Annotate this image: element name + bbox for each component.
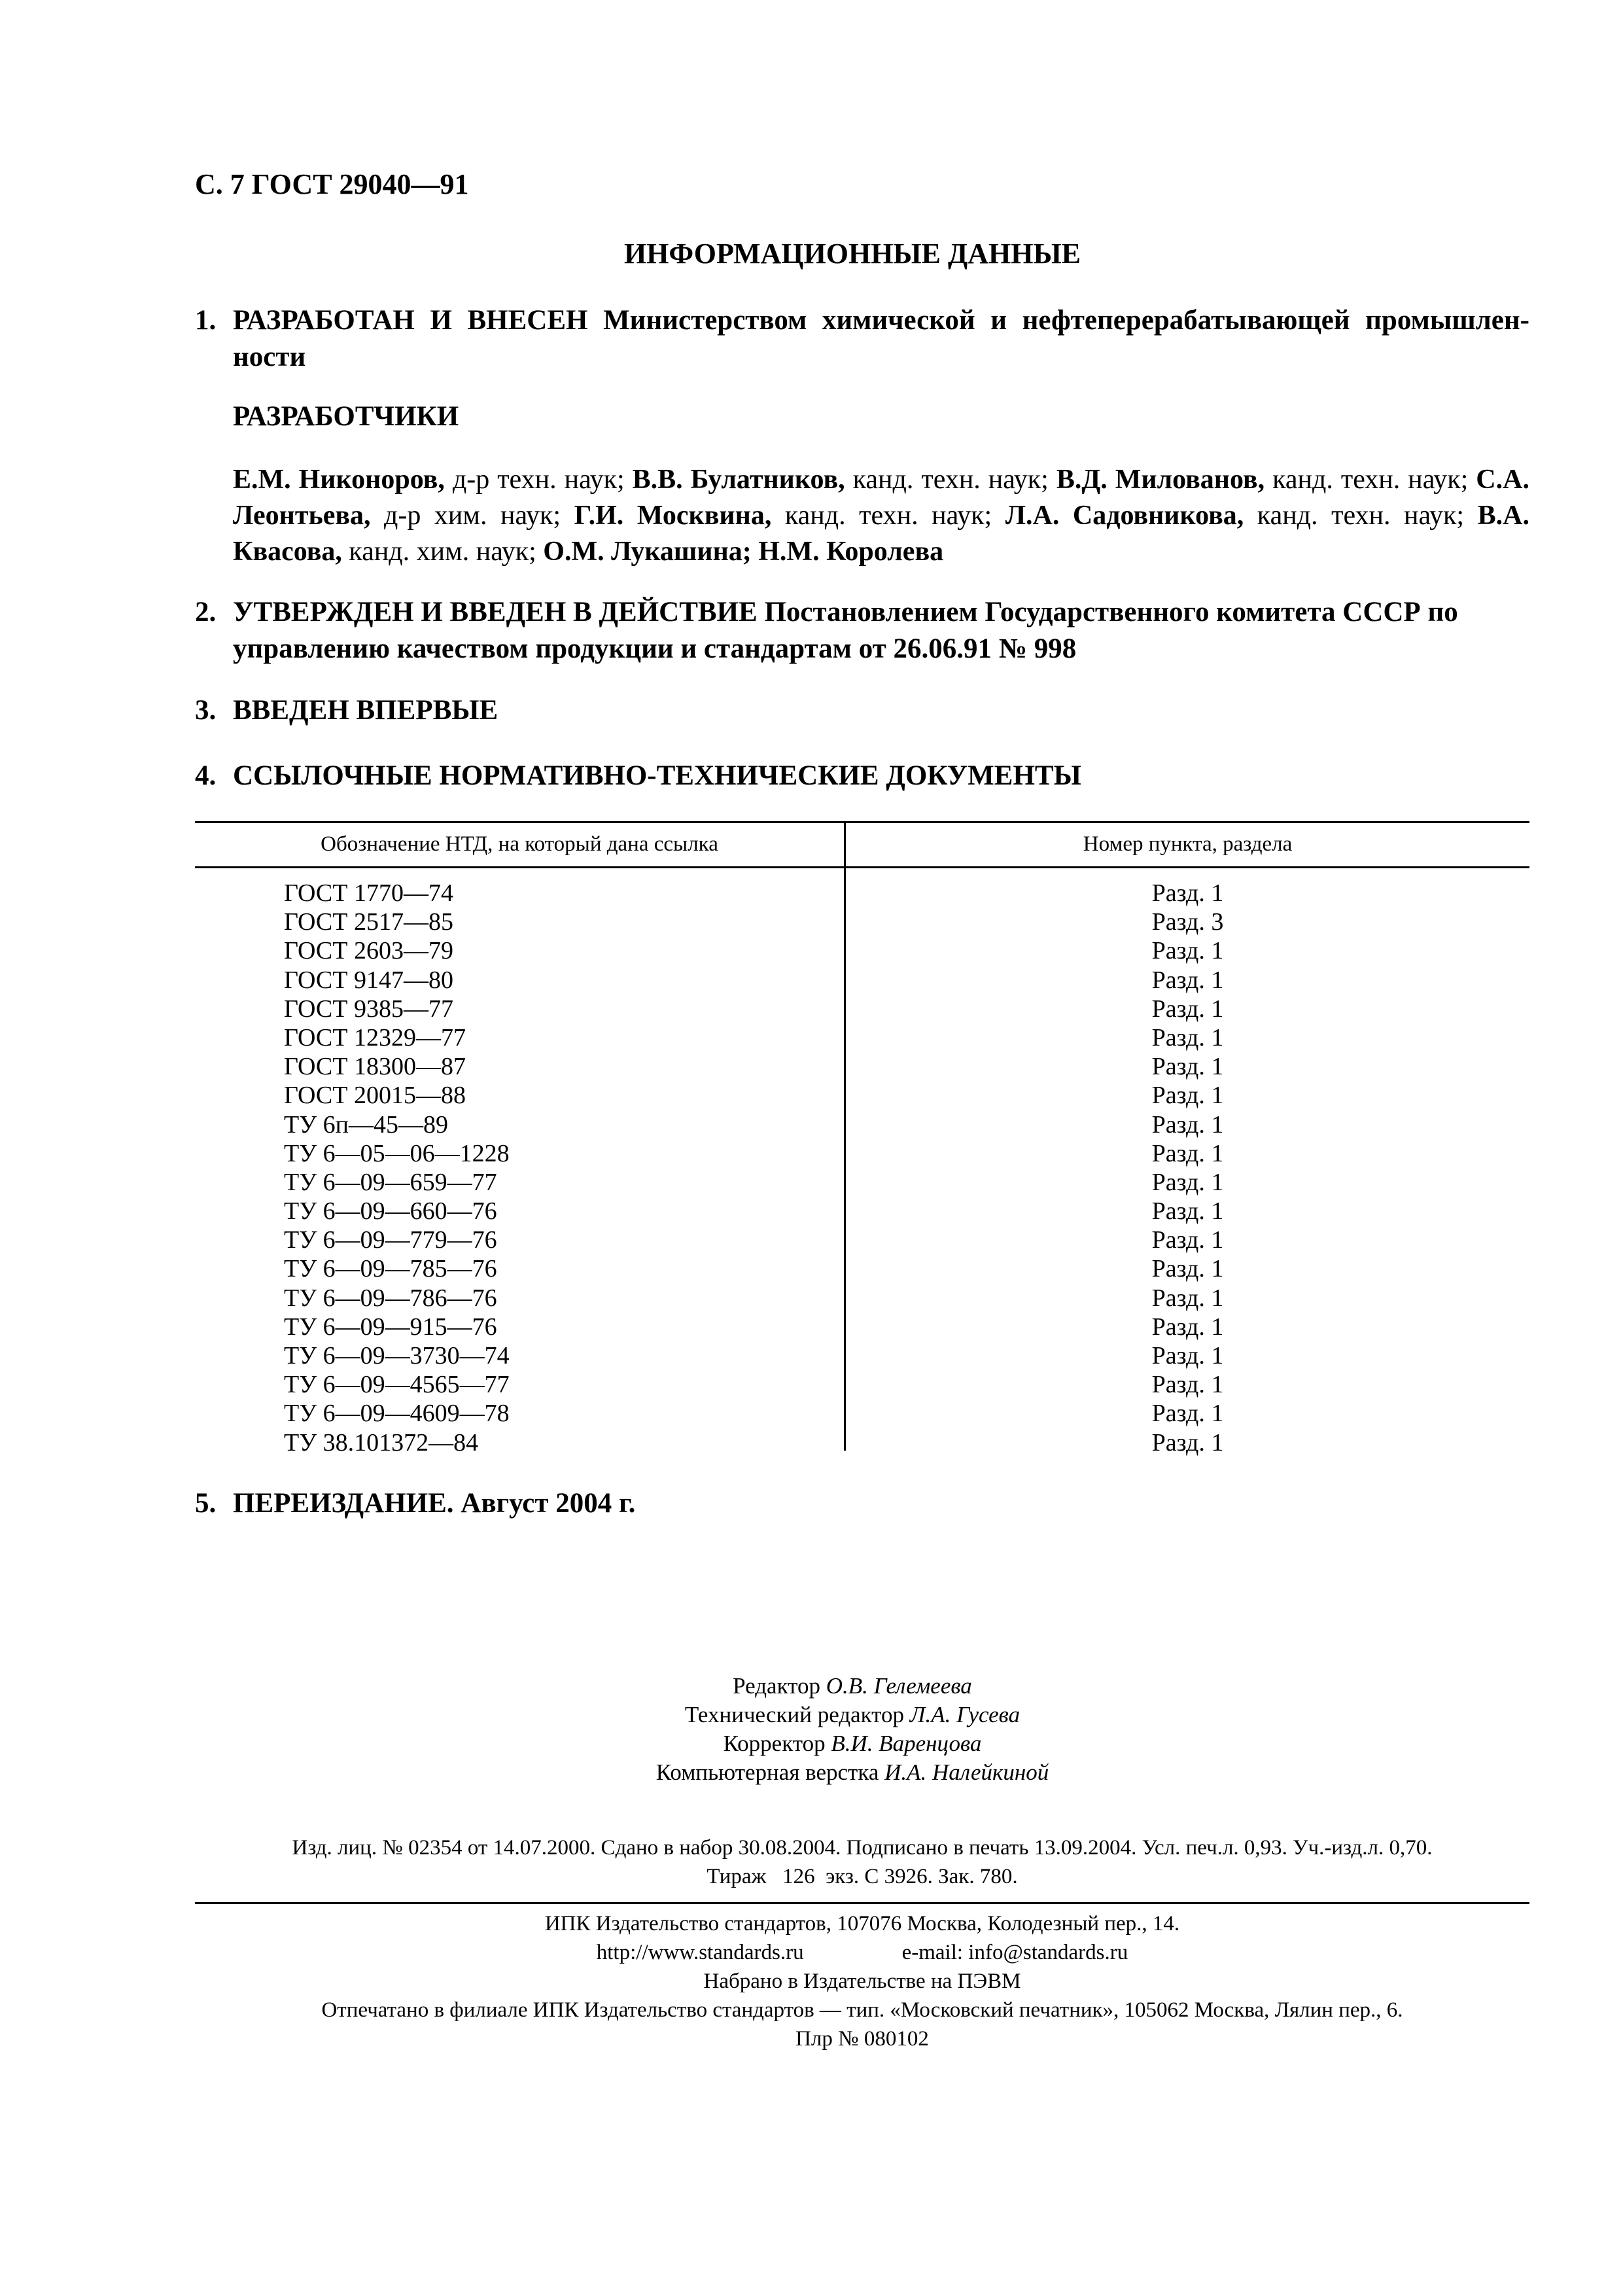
section-2-text: УТВЕРЖДЕН И ВВЕДЕН В ДЕЙСТВИЕ Постановлением Государственного комитета СССР по управлению качеством продукции и стандартам от 26.06.91 № 998 [233,597,1458,664]
section-5 [195,1485,1529,1522]
table-row [195,995,1529,1023]
table-cell-designation: ТУ 6—09—4609—78 [284,1400,510,1428]
table-row [195,966,1529,995]
section-5-number: 5. [195,1488,217,1519]
table-cell-section: Разд. 1 [1151,1255,1224,1283]
table-row [195,1341,1529,1370]
developer-degree: канд. техн. наук; [845,465,1056,495]
table-cell-designation: ТУ 6—09—785—76 [284,1255,497,1283]
credit-name: И.А. Налейкиной [884,1759,1049,1785]
developers-heading: РАЗРАБОТЧИКИ [233,401,459,432]
credit-role: Компьютерная верстка [655,1759,885,1785]
developer-degree: канд. техн. наук; [1244,501,1478,531]
table-row [195,1023,1529,1052]
table-cell-designation: ГОСТ 9385—77 [284,995,453,1023]
table-row [195,1428,1529,1457]
table-cell-designation: ТУ 6—09—779—76 [284,1226,497,1254]
section-2-number: 2. [195,597,217,627]
table-cell-section: Разд. 1 [1151,1284,1224,1312]
developer-degree: д-р хим. наук; [370,501,574,531]
footer-divider [195,1902,1529,1904]
credits-block [0,1672,1623,1787]
table-cell-section: Разд. 1 [1151,1400,1224,1428]
credit-editor [0,1672,1623,1701]
references-table [195,821,1529,1457]
section-1 [195,302,1529,376]
credit-proofreader [0,1729,1623,1758]
table-cell-section: Разд. 1 [1151,1053,1224,1081]
table-cell-section: Разд. 1 [1151,1197,1224,1226]
section-1-text: РАЗРАБОТАН И ВНЕСЕН Министерством химической и нефтеперерабатывающей промышлен-ности [233,305,1529,372]
page-header: С. 7 ГОСТ 29040—91 [195,168,469,200]
table-cell-designation: ТУ 6—09—659—77 [284,1168,497,1196]
table-row [195,1254,1529,1283]
developer-name: Е.М. Никоноров, [233,465,445,495]
publisher-url-link[interactable]: http://www.standards.ru [596,1941,804,1964]
publisher-plr: Плр № 080102 [795,2027,929,2051]
table-cell-section: Разд. 3 [1151,908,1224,936]
table-row [195,1197,1529,1226]
section-2 [195,594,1529,667]
credit-tech-editor [0,1701,1623,1729]
table-cell-designation: ТУ 38.101372—84 [284,1428,479,1457]
table-cell-section: Разд. 1 [1151,937,1224,965]
credit-name: В.И. Варенцова [831,1731,982,1756]
developer-name: О.М. Лукашина; Н.М. Королева [543,537,944,567]
table-cell-section: Разд. 1 [1151,1226,1224,1254]
section-5-text: ПЕРЕИЗДАНИЕ. Август 2004 г. [233,1488,636,1519]
table-row [195,908,1529,936]
developers-list [233,462,1529,570]
table-row [195,879,1529,908]
table-column-divider [844,821,846,1451]
table-cell-section: Разд. 1 [1151,1313,1224,1341]
table-row [195,1110,1529,1139]
table-body [195,868,1529,1457]
table-cell-designation: ТУ 6—09—3730—74 [284,1342,510,1369]
table-cell-designation: ГОСТ 18300—87 [284,1053,466,1081]
table-header [195,821,1529,868]
table-row [195,1168,1529,1197]
imprint-line: Изд. лиц. № 02354 от 14.07.2000. Сдано в набор 30.08.2004. Подписано в печать 13.09.2004. Усл. печ.л. 0,93. Уч.-изд.л. 0,70. [292,1836,1433,1860]
credit-name: Л.А. Гусева [909,1702,1021,1727]
publisher-typeset: Набрано в Издательстве на ПЭВМ [703,1969,1021,1993]
table-cell-section: Разд. 1 [1151,966,1224,994]
table-cell-section: Разд. 1 [1151,995,1224,1023]
table-cell-designation: ГОСТ 2517—85 [284,908,453,936]
table-cell-designation: ГОСТ 2603—79 [284,937,453,965]
table-row [195,1139,1529,1168]
section-3-number: 3. [195,695,217,726]
table-cell-designation: ТУ 6—09—915—76 [284,1313,497,1341]
table-cell-section: Разд. 1 [1151,879,1224,907]
table-cell-section: Разд. 1 [1151,1428,1224,1457]
table-cell-section: Разд. 1 [1151,1371,1224,1399]
table-cell-section: Разд. 1 [1151,1082,1224,1110]
table-row [195,1226,1529,1254]
table-cell-designation: ГОСТ 12329—77 [284,1023,466,1051]
table-header-section: Номер пункта, раздела [1083,832,1293,856]
developer-degree: д-р техн. наук; [444,465,633,495]
credit-role: Редактор [733,1673,826,1699]
developer-name: В.В. Булатников, [632,465,845,495]
table-row [195,1399,1529,1428]
section-4-number: 4. [195,760,217,791]
developer-degree: канд. техн. наук; [771,501,1005,531]
table-cell-designation: ТУ 6—09—660—76 [284,1197,497,1226]
table-cell-section: Разд. 1 [1151,1342,1224,1369]
table-row [195,936,1529,965]
developer-name: Л.А. Садовникова, [1005,501,1244,531]
imprint-line: Тираж 126 экз. С 3926. Зак. 780. [707,1865,1018,1888]
table-cell-designation: ГОСТ 1770—74 [284,879,453,907]
section-4-text: ССЫЛОЧНЫЕ НОРМАТИВНО-ТЕХНИЧЕСКИЕ ДОКУМЕНТЫ [233,760,1081,791]
imprint-block [195,1833,1529,1891]
developer-name: Г.И. Москвина, [574,501,772,531]
developer-name: В.Д. Милованов, [1056,465,1265,495]
table-cell-designation: ТУ 6—09—786—76 [284,1284,497,1312]
table-cell-section: Разд. 1 [1151,1110,1224,1139]
publisher-contacts [195,1938,1529,1967]
credit-role: Корректор [723,1731,831,1756]
table-header-designation: Обозначение НТД, на который дана ссылка [321,832,718,856]
table-cell-designation: ТУ 6—09—4565—77 [284,1371,510,1399]
table-row [195,1370,1529,1399]
publisher-block [195,1909,1529,2053]
credit-layout [0,1758,1623,1787]
developer-name: С.А. Леонтьева, [233,465,1529,531]
developer-degree: канд. хим. наук; [341,537,544,567]
table-cell-designation: ТУ 6п—45—89 [284,1110,448,1139]
credit-role: Технический редактор [684,1702,910,1727]
section-3-text: ВВЕДЕН ВПЕРВЫЕ [233,695,498,726]
table-cell-section: Разд. 1 [1151,1168,1224,1196]
table-cell-designation: ТУ 6—05—06—1228 [284,1139,510,1167]
publisher-address: ИПК Издательство стандартов, 107076 Москва, Колодезный пер., 14. [544,1912,1180,1935]
table-cell-designation: ГОСТ 20015—88 [284,1082,466,1110]
table-row [195,1081,1529,1110]
section-3 [195,692,1529,729]
page-title: ИНФОРМАЦИОННЫЕ ДАННЫЕ [623,238,1081,270]
table-row [195,1052,1529,1081]
section-1-number: 1. [195,305,217,336]
table-row [195,1284,1529,1313]
publisher-email-link[interactable]: e-mail: info@standards.ru [901,1941,1128,1964]
publisher-printed: Отпечатано в филиале ИПК Издательство стандартов — тип. «Московский печатник», 105062 Москва, Лялин пер., 6. [321,1998,1403,2022]
developer-degree: канд. техн. наук; [1265,465,1476,495]
section-4 [195,758,1529,794]
table-cell-section: Разд. 1 [1151,1023,1224,1051]
table-cell-section: Разд. 1 [1151,1139,1224,1167]
developer-name: В.А. Квасова, [233,501,1529,567]
credit-name: О.В. Гелемеева [826,1673,972,1699]
table-row [195,1313,1529,1341]
table-cell-designation: ГОСТ 9147—80 [284,966,453,994]
